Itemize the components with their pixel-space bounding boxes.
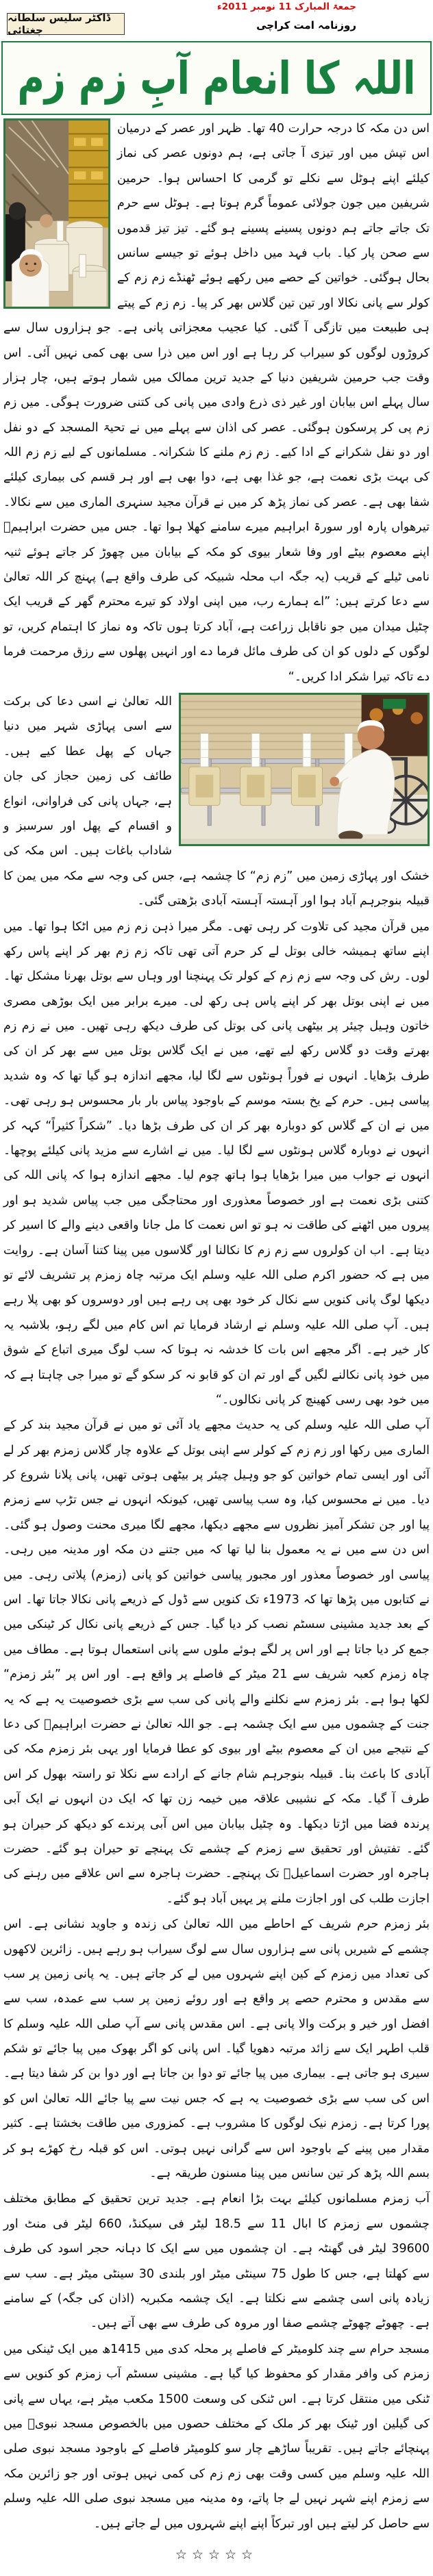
article-paragraph: آب زمزم مسلمانوں کیلئے بہت بڑا انعام ہے۔ جدید ترین تحقیق کے مطابق مختلف چشموں سے زمزم کا ابال 11 سے 18.5 لیٹر فی سیکنڈ، 660 لیٹر فی منٹ اور 39600 لیٹر فی گھنٹہ ہے۔ ان چشموں میں سے ایک کا دہانہ حجر اسود کی طرف سے کھلتا ہے، جس کا طول 75 سینٹی میٹر اور بلندی 30 سینٹی میٹر ہے۔ سب سے زیادہ پانی اسی چشمے سے نکلتا ہے۔ ایک چشمہ مکبریہ (اذان کی جگہ) کے سامنے ہے۔ چھوٹے چھوٹے چشمے صفا اور مروہ کی طرف سے بھی آتے ہیں۔ bbox=[3, 2192, 430, 2331]
article-title: اللہ کا انعام آبِ زم زم bbox=[17, 51, 416, 105]
publication-date: جمعۃ المبارک 11 نومبر 2011ء bbox=[216, 1, 356, 12]
end-of-article-stars: ☆☆☆☆☆ bbox=[175, 2547, 258, 2562]
photo-kaaba-zamzam-containers bbox=[3, 118, 110, 309]
article-paragraph: آپ صلی اللہ علیہ وسلم کی یہ حدیث مجھے یاد آئی تو میں نے قرآن مجید بند کر کے الماری میں رکھا اور زم زم کے کولر سے اپنی بوتل کے علاوہ چار گلاس زمزم بھر کر لے آئی اور ایسی تمام خواتین کو جو وہیل چیئر پر بیٹھی ہوتی تھیں، پانی پلانا شروع کر دیا۔ میں نے محسوس کیا، وہ سب پیاسی تھیں، کیونکہ انہوں نے جس تڑپ سے زمزم پیا اور جن تشکر آمیز نظروں سے مجھے دیکھا، مجھے لگا میری محنت وصول ہو گئی۔ اس دن سے میں نے یہ معمول بنا لیا تھا کہ میں جتنے دن مکہ اور مدینہ میں رہی۔ پیاسی اور خصوصاً معذور اور مجبور پیاسی خواتین کو پانی (زمزم) پلاتی رہی۔ میں نے کتابوں میں پڑھا تھا کہ 1973ء تک کنویں سے ڈول کے ذریعے پانی نکالا جاتا تھا۔ اس کے بعد جدید مشینی سسٹم نصب کر دیا گیا۔ جس کے ذریعے پانی نکال کر ٹینکی میں جمع کر دیا جاتا ہے اور اس پر لگے ہوئے ملوں سے پانی استعمال ہوتا ہے۔ مطاف میں چاہ زمزم کعبہ شریف سے 21 میٹر کے فاصلے پر واقع ہے۔ اور اس پر ”بئر زمزم“ لکھا ہوا ہے۔ بئر زمزم سے نکلنے والے پانی کی سب سے بڑی خصوصیت یہ ہے کہ یہ جنت کے چشموں میں سے ایک چشمہ ہے۔ جو اللہ تعالیٰ نے حضرت ابراہیمؑ کی دعا کے نتیجے میں ان کے معصوم بیٹے اور بیوی کو عطا فرمایا اور یہی بئر زمزم مکہ کی آبادی کا باعث بنا۔ قبیلہ بنوجرہم شام جانے کے ارادے سے نکلا تو راستہ بھول کر اس طرف آ گیا۔ مکہ کے نشیبی علاقہ میں خیمہ زن تھا کہ ایک دن انہوں نے ایک آبی پرندہ فضا میں اڑتا دیکھا۔ وہ چٹیل بیابان میں اس آبی پرندے کو دیکھ کر حیران ہو گئے۔ تفتیش اور تحقیق سے زمزم کے چشمے تک پہنچے تو حیران ہو گئے۔ حضرت ہاجرہ اور حضرت اسماعیلؑ تک پہنچے۔ حضرت ہاجرہ سے اس علاقے میں رہنے کی اجازت طلب کی اور اجازت ملنے پر یہیں آباد ہو گئے۔ bbox=[3, 1418, 430, 1906]
article-paragraph: میں قرآن مجید کی تلاوت کر رہی تھی۔ مگر میرا ذہن زم زم میں اٹکا ہوا تھا۔ میں اپنے ساتھ ہمیشہ خالی بوتل لے کر حرم آتی تھی تاکہ زم زم بھر کر اپنے پاس رکھ لوں۔ رش کی وجہ سے زم زم کے کولر تک پہنچنا اور وہاں سے بوتل بھرنا مشکل تھا۔ میں نے اپنی بوتل بھر کر اپنے پاس ہی رکھ لی۔ میرے برابر میں ایک بوڑھی مصری خاتون وہیل چیئر پر بیٹھی پانی کی بوتل کی طرف دیکھ رہی تھیں۔ میں نے زم زم بھرتے وقت دو گلاس رکھ لیے تھے، میں نے ایک گلاس بوتل میں سے بھر کر ان کی طرف بڑھایا۔ انہوں نے فوراً ہونٹوں سے لگا لیا، مجھے اندازہ ہو گیا تھا کہ وہ شدید پیاسی ہیں۔ حرم کے یخ بستہ موسم کے باوجود پیاس بار بار محسوس ہو رہی تھی۔ میں نے ان کے گلاس کو دوبارہ بھر کر ان کی طرف بڑھا دیا۔ ”شکراً کثیراً“ کہہ کر انہوں نے دوبارہ گلاس ہونٹوں سے لگا لیا۔ میں نے اشارے سے مزید پانی کیلئے پوچھا۔ انہوں نے جواب میں میرا بڑھایا ہوا ہاتھ چوم لیا۔ مجھے اندازہ ہوا کہ پانی اللہ کی کتنی بڑی نعمت ہے اور خصوصاً معذوری اور محتاجگی میں جب پیاس شدید ہو اور پیروں میں اٹھنے کی طاقت نہ ہو تو اس نعمت کا مل جانا واقعی دینے والے کا اسیر کر دیتا ہے۔ اب ان کولروں سے زم زم کا نکالنا اور گلاسوں میں پینا کتنا آسان ہے۔ روایت میں ہے کہ حضور اکرم صلی اللہ علیہ وسلم ایک مرتبہ چاہ زمزم پر تشریف لائے تو دیکھا لوگ پانی کنویں سے نکال کر خود بھی پی رہے ہیں اور دوسروں کو بھی پلا رہے ہیں۔ آپ صلی اللہ علیہ وسلم نے ارشاد فرمایا تم اس کام میں لگے رہو، بلاشبہ یہ کار خیر ہے۔ اگر مجھے اس بات کا خدشہ نہ ہوتا کہ سب لوگ میری اتباع کے شوق میں خود پانی نکالنے لگیں گے اور تم ان کو قابو نہ کر سکو گے تو میرا جی چاہتا ہے کہ میں خود بھی رسی کھینچ کر پانی نکالوں۔“ bbox=[3, 919, 430, 1407]
green-sign bbox=[383, 699, 406, 709]
page-header bbox=[0, 0, 433, 41]
header-right bbox=[217, 1, 356, 31]
article-paragraph: اللہ تعالیٰ نے اسی دعا کی برکت سے اسی پہاڑی شہر میں دنیا جہاں کے پھل عطا کیے ہیں۔ طائف کی زمین حجاز کی جان ہے، جہاں پانی کی فراوانی، انواع و اقسام کے پھل اور سرسبز و شاداب باغات ہیں۔ اس مکہ کی خشک اور پہاڑی زمین میں ”زم زم“ کا چشمہ ہے، جس کی وجہ سے مکہ میں یمن کا قبیلہ بنوجرہم آباد ہوا اور آہستہ آہستہ آبادی بڑھتی گئی۔ bbox=[3, 694, 430, 908]
article-paragraph: بئر زمزم حرم شریف کے احاطے میں اللہ تعالیٰ کی زندہ و جاوید نشانی ہے۔ اس چشمے کے شیریں پانی سے ہزاروں سال سے لوگ سیراب ہو رہے ہیں۔ زائرین لاکھوں کی تعداد میں زمزم کے کین اپنے شہروں میں لے کر جاتے ہیں۔ یہ پانی زمین پر سب سے مقدس و محترم حصے پر واقع ہے اور روئے زمین پر سب سے عمدہ، سب سے افضل اور خیر و برکت والا پانی ہے۔ اس مقدس پانی سے آپ صلی اللہ علیہ وسلم کا قلب اطہر ایک سے زائد مرتبہ دھویا گیا۔ اس پانی کو اگر بھوک میں پیا جائے تو شکم سیری ہو جاتی ہے۔ بیماری میں پیا جائے تو دوا بن جاتا ہے اور دوا بن کر شفا دیتا ہے۔ اس کی سب سے بڑی خصوصیت یہ ہے کہ جس نیت سے پیا جائے اللہ تعالیٰ اس کو پورا کرتا ہے۔ زمزم نیک لوگوں کا مشروب ہے۔ کمزوری میں طاقت بخشتا ہے۔ کثیر مقدار میں پینے کے باوجود اس سے گرانی نہیں ہوتی۔ اس کو قبلہ رخ کھڑے ہو کر بسم اللہ پڑھ کر تین سانس میں پینا مسنون طریقہ ہے۔ bbox=[3, 1917, 430, 2181]
article-paragraph: مسجد حرام سے چند کلومیٹر کے فاصلے پر محلہ کدی میں 1415ھ میں ایک ٹینکی میں زمزم کی وافر مقدار کو محفوظ کیا گیا ہے۔ مشینی سسٹم آب زمزم کو کنویں سے ٹنکی میں منتقل کرتا ہے۔ اس ٹنکی کی وسعت 1500 مکعب میٹر ہے، یہاں سے پانی کی گیلین اور ٹینک بھر کر ملک کے مختلف حصوں میں بالخصوص مسجد نبویؐ میں پہنچائے جاتے ہیں۔ تقریباً ساڑھے چار سو کلومیٹر فاصلے کے باوجود مسجد نبوی صلی اللہ علیہ وسلم میں کسی وقت بھی زم زم کی کمی نہیں ہوتی اور جو زائرین مکہ سے زمزم اپنے شہر نہیں لے جا پاتے، وہ مدینہ میں مسجد نبوی صلی اللہ علیہ وسلم سے حاصل کر لیتے ہیں اور تبرکاً اپنے اپنے شہروں میں لے جاتے ہیں۔ bbox=[3, 2342, 430, 2531]
article-body bbox=[0, 115, 433, 2536]
author-name: ڈاکٹر سلیس سلطانہ چغتائی bbox=[8, 12, 111, 36]
photo-kaaba-illustration bbox=[5, 120, 108, 307]
author-box bbox=[7, 13, 125, 35]
photo-station-illustration bbox=[181, 695, 428, 844]
hand bbox=[330, 777, 339, 787]
article-paragraph: اس دن مکہ کا درجہ حرارت 40 تھا۔ ظہر اور عصر کے درمیان اس تپش میں اور تیزی آ جاتی ہے، ہم دونوں عصر کی نماز کیلئے اپنے ہوٹل سے نکلے تو گرمی کا احساس ہوا۔ حرمین شریفین میں جون جولائی عموماً گرم ہوتا ہے۔ ہوٹل سے حرم تک جاتے جاتے ہم دونوں پسینے پسینے ہو گئے۔ تیز تیز قدموں سے صحن پار کیا۔ باب فہد میں داخل ہوئے تو جیسے سانس بحال ہوگئی۔ خواتین کے حصے میں رکھے ہوئے ٹھنڈے زم زم کے کولر سے پانی نکالا اور تین تین گلاس بھر کر پیا۔ زم زم کے پیتے ہی طبیعت میں تازگی آ گئی۔ کیا عجیب معجزاتی پانی ہے۔ جو ہزاروں سال سے کروڑوں لوگوں کو سیراب کر رہا ہے اور اس میں ذرا سی بھی کمی نہیں آئی۔ اس وقت جب حرمین شریفین دنیا کے جدید ترین ممالک میں شمار ہوتے ہیں، چار ہزار سال پہلے اس بیابان اور غیر ذی ذرع وادی میں پانی کی کتنی ضرورت ہوگی۔ میں زم زم پی کر پرسکون ہوگئی۔ عصر کی اذان سے پہلے میں نے تحیۃ المسجد کے دو نفل اور دو نفل شکرانے کے ادا کیے۔ زم زم ملنے کا شکرانہ۔ مسلمانوں کے لیے زم زم اللہ کی بہت بڑی نعمت ہے، جو غذا بھی ہے، دوا بھی ہے اور ہر قسم کی بیماری کیلئے شفا بھی ہے۔ عصر کی نماز پڑھ کر میں نے قرآن مجید سنہری الماری میں سے نکالا۔ تیرھواں پارہ اور سورۃ ابراہیم میرے سامنے کھلا ہوا تھا۔ جس میں حضرت ابراہیمؑ اپنے معصوم بیٹے اور وفا شعار بیوی کو مکہ کے بیابان میں چھوڑ کر جاتے ہوئے ثنیہ نامی ٹیلے کے قریب (یہ جگہ اب محلہ شبیکہ کی طرف واقع ہے) پہنچ کر اللہ تعالیٰ سے دعا کرتے ہیں: ”اے ہمارے رب، میں اپنی اولاد کو تیرے محترم گھر کے قریب ایک چٹیل میدان میں جو ناقابل زراعت ہے، آباد کرتا ہوں تاکہ وہ نماز کا اہتمام کریں، تو لوگوں کے دلوں کو ان کی طرف مائل فرما دے اور انہیں پھلوں سے رزق مرحمت فرما دے تاکہ تیرا شکر ادا کریں۔“ bbox=[3, 122, 430, 684]
newspaper-name: روزنامہ امت کراچی bbox=[256, 19, 356, 31]
photo-zamzam-drinking-station bbox=[179, 693, 430, 846]
title-banner bbox=[1, 41, 432, 115]
pilgrim-head bbox=[40, 214, 53, 228]
